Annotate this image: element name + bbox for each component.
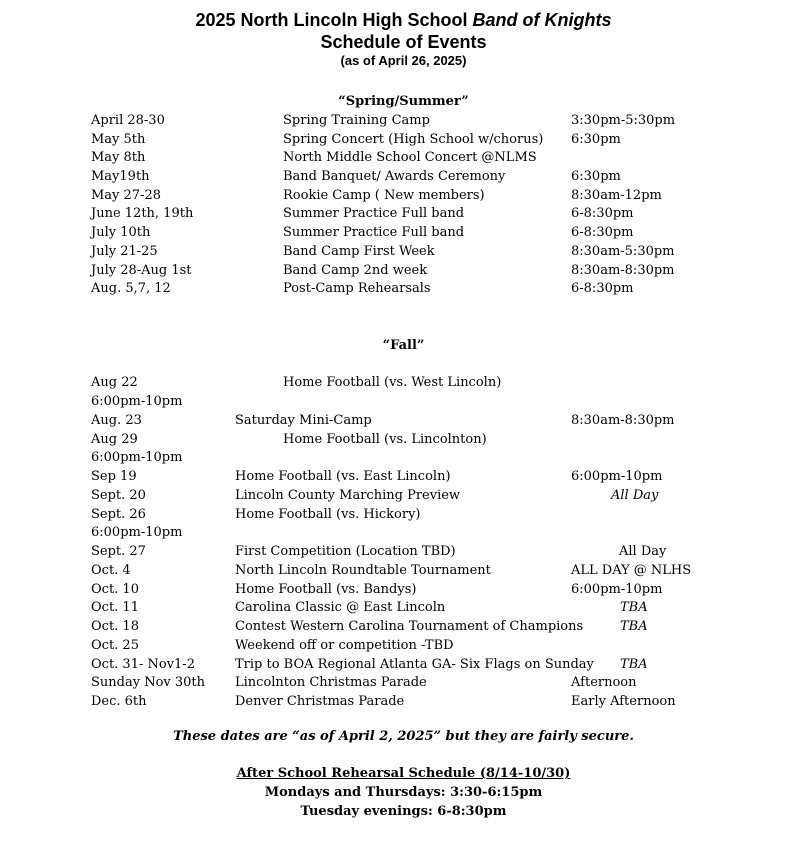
event-time: All Day <box>611 488 659 503</box>
rehearsal-line-mon-thu: Mondays and Thursdays: 3:30-6:15pm <box>264 785 543 800</box>
event-name: Home Football (vs. Bandys) <box>235 582 417 597</box>
event-name: North Middle School Concert @NLMS <box>283 150 537 165</box>
spring-heading: “Spring/Summer” <box>338 94 469 109</box>
event-time: Early Afternoon <box>571 694 676 709</box>
event-date: Dec. 6th <box>91 694 147 709</box>
event-name: Band Camp First Week <box>283 244 435 259</box>
schedule-row <box>0 469 807 488</box>
event-time: TBA <box>620 657 648 672</box>
event-time: 8:30am-5:30pm <box>571 244 675 259</box>
event-date: April 28-30 <box>91 113 165 128</box>
as-of-date: (as of April 26, 2025) <box>340 53 467 68</box>
schedule-row <box>0 638 807 657</box>
event-time: 6:00pm-10pm <box>571 582 663 597</box>
event-name: Contest Western Carolina Tournament of Champions <box>235 619 584 634</box>
event-date: Oct. 10 <box>91 582 139 597</box>
page-subtitle: Schedule of Events <box>320 32 487 52</box>
event-date: Oct. 31- Nov1-2 <box>91 657 195 672</box>
event-name: Summer Practice Full band <box>283 206 465 221</box>
event-name: North Lincoln Roundtable Tournament <box>235 563 491 578</box>
event-name: Band Banquet/ Awards Ceremony <box>283 169 506 184</box>
event-time: 6-8:30pm <box>571 225 634 240</box>
schedule-row <box>0 432 807 451</box>
event-name: Saturday Mini-Camp <box>235 413 372 428</box>
event-date: Oct. 11 <box>91 600 139 615</box>
event-name: Post-Camp Rehearsals <box>283 281 431 296</box>
title-text: 2025 North Lincoln High School <box>195 10 473 30</box>
event-date: May 8th <box>91 150 146 165</box>
band-name: Band of Knights <box>472 10 612 30</box>
event-name: Home Football (vs. Lincolnton) <box>283 432 487 447</box>
event-time-wrapped <box>0 525 807 544</box>
schedule-row <box>0 507 807 526</box>
event-date: June 12th, 19th <box>91 206 194 221</box>
event-name: Spring Training Camp <box>283 113 430 128</box>
schedule-row <box>0 375 807 394</box>
schedule-row <box>0 544 807 563</box>
schedule-row <box>0 694 807 713</box>
schedule-row <box>0 244 807 263</box>
schedule-row <box>0 413 807 432</box>
event-time: 8:30am-12pm <box>571 188 662 203</box>
event-name: Weekend off or competition -TBD <box>235 638 454 653</box>
event-name: Spring Concert (High School w/chorus) <box>283 132 544 147</box>
dates-note: These dates are “as of April 2, 2025” but they are fairly secure. <box>173 729 634 744</box>
event-name: Trip to BOA Regional Atlanta GA- Six Flags on Sunday <box>235 657 594 672</box>
schedule-row <box>0 657 807 676</box>
schedule-row <box>0 169 807 188</box>
event-time: 6:00pm-10pm <box>91 450 183 465</box>
event-time: 6:30pm <box>571 132 621 147</box>
event-date: Sept. 20 <box>91 488 146 503</box>
event-date: July 21-25 <box>91 244 158 259</box>
event-name: Home Football (vs. West Lincoln) <box>283 375 502 390</box>
event-time: 6-8:30pm <box>571 281 634 296</box>
event-date: May 27-28 <box>91 188 162 203</box>
schedule-row <box>0 563 807 582</box>
event-date: July 28-Aug 1st <box>91 263 192 278</box>
event-date: Sept. 26 <box>91 507 146 522</box>
schedule-row <box>0 206 807 225</box>
event-name: Home Football (vs. East Lincoln) <box>235 469 451 484</box>
event-time: 8:30am-8:30pm <box>571 413 675 428</box>
event-time-wrapped <box>0 394 807 413</box>
event-time: TBA <box>620 600 648 615</box>
event-date: Aug. 23 <box>91 413 142 428</box>
rehearsal-schedule-title: After School Rehearsal Schedule (8/14-10/30) <box>236 766 571 781</box>
schedule-row <box>0 619 807 638</box>
event-name: First Competition (Location TBD) <box>235 544 456 559</box>
event-time: TBA <box>620 619 648 634</box>
schedule-row <box>0 488 807 507</box>
event-name: Band Camp 2nd week <box>283 263 428 278</box>
event-name: Denver Christmas Parade <box>235 694 405 709</box>
event-time: 6:30pm <box>571 169 621 184</box>
event-date: Sep 19 <box>91 469 137 484</box>
event-date: Sept. 27 <box>91 544 146 559</box>
event-name: Rookie Camp ( New members) <box>283 188 485 203</box>
schedule-row <box>0 150 807 169</box>
event-date: Sunday Nov 30th <box>91 675 206 690</box>
event-name: Summer Practice Full band <box>283 225 465 240</box>
schedule-row <box>0 225 807 244</box>
event-date: July 10th <box>91 225 151 240</box>
event-time: 6:00pm-10pm <box>91 525 183 540</box>
event-time: All Day <box>619 544 667 559</box>
event-name: Lincolnton Christmas Parade <box>235 675 427 690</box>
event-time: 6:00pm-10pm <box>91 394 183 409</box>
schedule-row <box>0 582 807 601</box>
event-time: 3:30pm-5:30pm <box>571 113 676 128</box>
event-name: Carolina Classic @ East Lincoln <box>235 600 446 615</box>
schedule-row <box>0 600 807 619</box>
rehearsal-line-tuesday: Tuesday evenings: 6-8:30pm <box>300 804 507 819</box>
event-date: Oct. 18 <box>91 619 139 634</box>
event-time-wrapped <box>0 450 807 469</box>
event-date: Oct. 4 <box>91 563 131 578</box>
event-name: Home Football (vs. Hickory) <box>235 507 421 522</box>
event-time: 6-8:30pm <box>571 206 634 221</box>
event-time: 8:30am-8:30pm <box>571 263 675 278</box>
event-time: Afternoon <box>571 675 637 690</box>
schedule-row <box>0 188 807 207</box>
event-date: Aug. 5,7, 12 <box>91 281 171 296</box>
event-time: ALL DAY @ NLHS <box>571 563 692 578</box>
schedule-row <box>0 263 807 282</box>
event-date: May19th <box>91 169 150 184</box>
event-date: Aug 29 <box>91 432 138 447</box>
event-time: 6:00pm-10pm <box>571 469 663 484</box>
schedule-row <box>0 113 807 132</box>
page-title <box>0 10 807 31</box>
fall-heading: “Fall” <box>382 338 425 353</box>
event-date: Aug 22 <box>91 375 138 390</box>
schedule-row <box>0 281 807 300</box>
event-date: May 5th <box>91 132 146 147</box>
schedule-row <box>0 675 807 694</box>
schedule-row <box>0 132 807 151</box>
event-date: Oct. 25 <box>91 638 139 653</box>
event-name: Lincoln County Marching Preview <box>235 488 461 503</box>
